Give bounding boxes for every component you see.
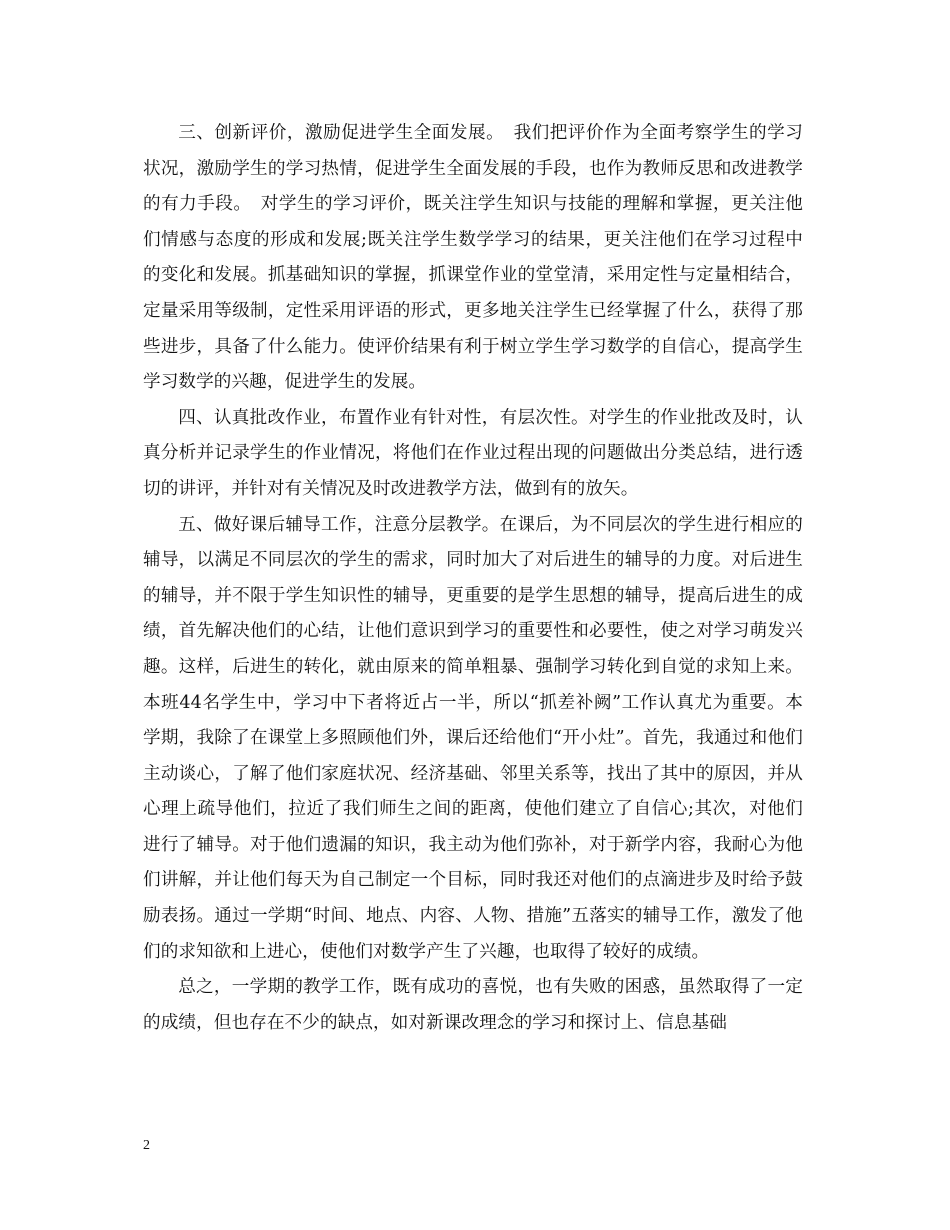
paragraph-homework-correction: 四、认真批改作业，布置作业有针对性，有层次性。对学生的作业批改及时，认真分析并记录学生的作业情况，将他们在作业过程出现的问题做出分类总结，进行透切的讲评，并针对有关情况及时改进教学方法，做到有的放矢。	[143, 407, 803, 499]
document-body	[143, 116, 803, 1041]
paragraph-after-class-tutoring: 五、做好课后辅导工作，注意分层教学。在课后，为不同层次的学生进行相应的辅导，以满足不同层次的学生的需求，同时加大了对后进生的辅导的力度。对后进生的辅导，并不限于学生知识性的辅导，更重要的是学生思想的辅导，提高后进生的成绩，首先解决他们的心结，让他们意识到学习的重要性和必要性，使之对学习萌发兴趣。这样，后进生的转化，就由原来的简单粗暴、强制学习转化到自觉的求知上来。本班44名学生中，学习中下者将近占一半，所以“抓差补阙”工作认真尤为重要。本学期，我除了在课堂上多照顾他们外，课后还给他们“开小灶”。首先，我通过和他们主动谈心，了解了他们家庭状况、经济基础、邻里关系等，找出了其中的原因，并从心理上疏导他们，拉近了我们师生之间的距离，使他们建立了自信心;其次，对他们进行了辅导。对于他们遗漏的知识，我主动为他们弥补，对于新学内容，我耐心为他们讲解，并让他们每天为自己制定一个目标，同时我还对他们的点滴进步及时给予鼓励表扬。通过一学期“时间、地点、内容、人物、措施”五落实的辅导工作，激发了他们的求知欲和上进心，使他们对数学产生了兴趣，也取得了较好的成绩。	[143, 514, 803, 962]
paragraph-innovative-evaluation: 三、创新评价，激励促进学生全面发展。 我们把评价作为全面考察学生的学习状况，激励学生的学习热情，促进学生全面发展的手段，也作为教师反思和改进教学的有力手段。 对学生的学习评价，既关注学生知识与技能的理解和掌握，更关注他们情感与态度的形成和发展;既关注学生数学学习的结果，更关注他们在学习过程中的变化和发展。抓基础知识的掌握，抓课堂作业的堂堂清，采用定性与定量相结合，定量采用等级制，定性采用评语的形式，更多地关注学生已经掌握了什么，获得了那些进步，具备了什么能力。使评价结果有利于树立学生学习数学的自信心，提高学生学习数学的兴趣，促进学生的发展。	[143, 123, 803, 393]
page-number: 2	[143, 1138, 150, 1153]
paragraph-summary: 总之，一学期的教学工作，既有成功的喜悦，也有失败的困惑，虽然取得了一定的成绩，但也存在不少的缺点，如对新课改理念的学习和探讨上、信息基础	[143, 977, 803, 1033]
